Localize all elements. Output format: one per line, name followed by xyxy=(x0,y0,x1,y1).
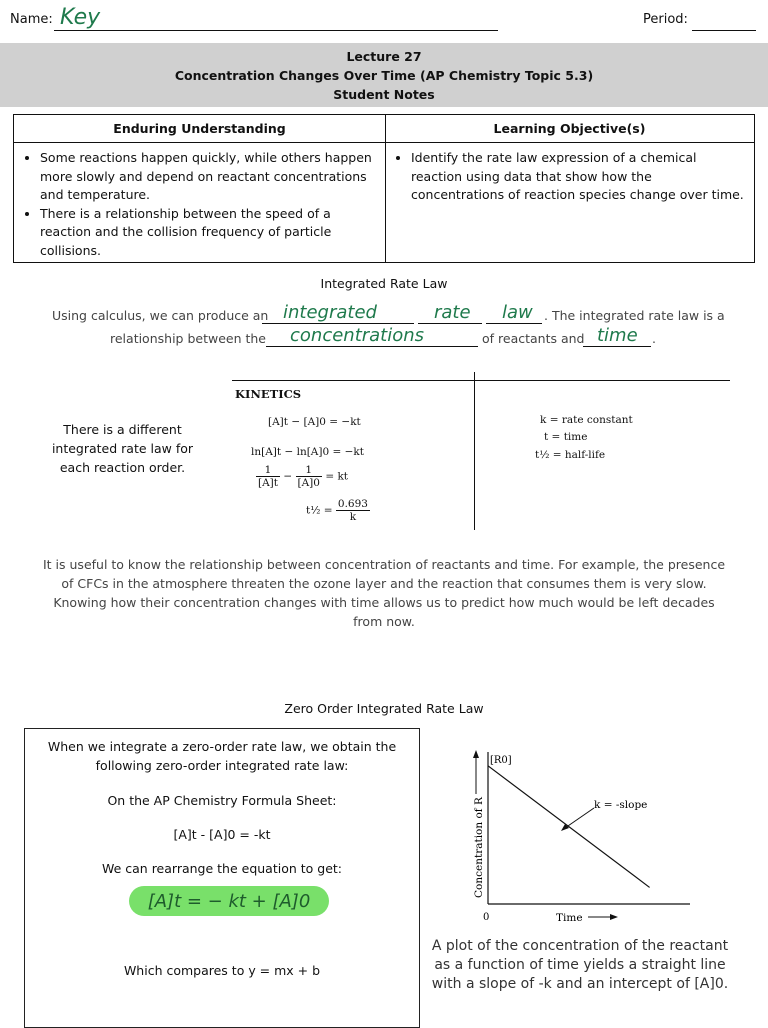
time-definition: t = time xyxy=(544,431,588,443)
lecture-title: Concentration Changes Over Time (AP Chemistry Topic 5.3) xyxy=(174,67,594,83)
name-label: Name: xyxy=(10,12,53,27)
half-life-lhs: t½ = xyxy=(306,504,333,517)
blank-2 xyxy=(418,323,482,324)
y-arrow-head xyxy=(473,750,479,758)
second-order-equation xyxy=(256,464,348,489)
fill-time: time xyxy=(597,325,638,346)
equation-rhs: = kt xyxy=(325,470,349,483)
sentence-2-end: . xyxy=(652,331,656,346)
zero-order-title: Zero Order Integrated Rate Law xyxy=(284,701,484,716)
sentence-1-end: . The integrated rate law is a xyxy=(544,308,725,323)
intercept-label: [R0] xyxy=(490,755,512,766)
denominator: k xyxy=(349,511,357,523)
kinetics-rule xyxy=(232,380,730,381)
slope-intercept-comparison: Which compares to y = mx + b xyxy=(123,963,321,978)
zero-order-equation: [A]t − [A]0 = −kt xyxy=(268,416,361,428)
fill-rate: rate xyxy=(434,302,471,323)
minus-sign: − xyxy=(283,470,293,483)
learning-objective-column xyxy=(385,115,754,262)
kinetics-title: KINETICS xyxy=(235,387,302,401)
lecture-number: Lecture 27 xyxy=(346,48,422,64)
origin-label: 0 xyxy=(483,912,490,923)
half-life-definition: t½ = half-life xyxy=(535,449,606,461)
understanding-table xyxy=(13,114,755,263)
fill-concentrations: concentrations xyxy=(290,325,425,346)
half-life-equation xyxy=(306,498,370,523)
period-label: Period: xyxy=(643,12,688,27)
blank-1 xyxy=(262,323,414,324)
fill-integrated: integrated xyxy=(283,302,377,323)
formula-sheet-label: On the AP Chemistry Formula Sheet: xyxy=(107,793,337,808)
numerator: 1 xyxy=(256,464,280,477)
sentence-1-start: Using calculus, we can produce an xyxy=(52,308,269,323)
slope-annotation: k = -slope xyxy=(594,799,648,811)
enduring-understanding-column xyxy=(14,115,386,262)
zero-order-line-1: When we integrate a zero-order rate law, we obtain the xyxy=(47,739,397,754)
eu-item: • There is a relationship between the speed of a reaction and the collision frequency of particle collisions. xyxy=(40,205,375,261)
enduring-understanding-header: Enduring Understanding xyxy=(14,115,385,143)
concentration-line xyxy=(488,766,650,888)
denominator: [A]t xyxy=(258,477,278,489)
blank-5 xyxy=(583,346,651,347)
zero-order-line-2: following zero-order integrated rate law: xyxy=(95,758,349,773)
annotation-arrow-head xyxy=(561,824,569,831)
annotation-pointer xyxy=(565,808,594,828)
notes-label: Student Notes xyxy=(333,86,435,102)
denominator: [A]0 xyxy=(297,477,320,489)
name-value: Key xyxy=(60,5,101,30)
blank-4 xyxy=(266,346,478,347)
eu-item: • Some reactions happen quickly, while others happen more slowly and depend on reactant concentrations and temperature. xyxy=(40,149,375,205)
graph-caption: A plot of the concentration of the reactant as a function of time yields a straight line with a slope of -k and an intercept of [A]0. xyxy=(431,938,729,992)
numerator: 1 xyxy=(296,464,322,477)
title-band xyxy=(0,43,768,107)
kinetics-divider xyxy=(474,372,475,530)
period-line xyxy=(692,30,756,31)
rate-law-note: There is a different integrated rate law for each reaction order. xyxy=(51,422,194,475)
x-axis-label: Time xyxy=(556,912,583,924)
learning-objective-header: Learning Objective(s) xyxy=(385,115,754,143)
blank-3 xyxy=(486,323,542,324)
integrated-rate-law-title: Integrated Rate Law xyxy=(320,276,448,291)
first-order-equation: ln[A]t − ln[A]0 = −kt xyxy=(251,446,365,458)
name-line xyxy=(54,30,498,31)
x-arrow-head xyxy=(610,914,618,920)
y-axis-label: Concentration of R xyxy=(473,797,485,898)
sentence-2-start: relationship between the xyxy=(110,331,266,346)
concentration-time-graph xyxy=(462,748,702,932)
formula-sheet-equation: [A]t - [A]0 = -kt xyxy=(173,827,271,842)
rate-constant-definition: k = rate constant xyxy=(540,414,633,426)
rearranged-equation: [A]t = − kt + [A]0 xyxy=(147,890,311,912)
zero-order-box xyxy=(24,728,420,1028)
lo-item: • Identify the rate law expression of a chemical reaction using data that show how the concentrations of reaction species change over time. xyxy=(411,149,744,205)
sentence-2-mid: of reactants and xyxy=(482,331,585,346)
rearrange-label: We can rearrange the equation to get: xyxy=(101,861,343,876)
usefulness-paragraph: It is useful to know the relationship between concentration of reactants and time. For example, the presence of CFCs in the atmosphere threaten the ozone layer and the reaction that consumes them is very slow. Knowing how their concentration changes with time allows us to predict how much would be left decades from now. xyxy=(42,557,726,629)
fill-law: law xyxy=(502,302,533,323)
numerator: 0.693 xyxy=(337,498,368,510)
